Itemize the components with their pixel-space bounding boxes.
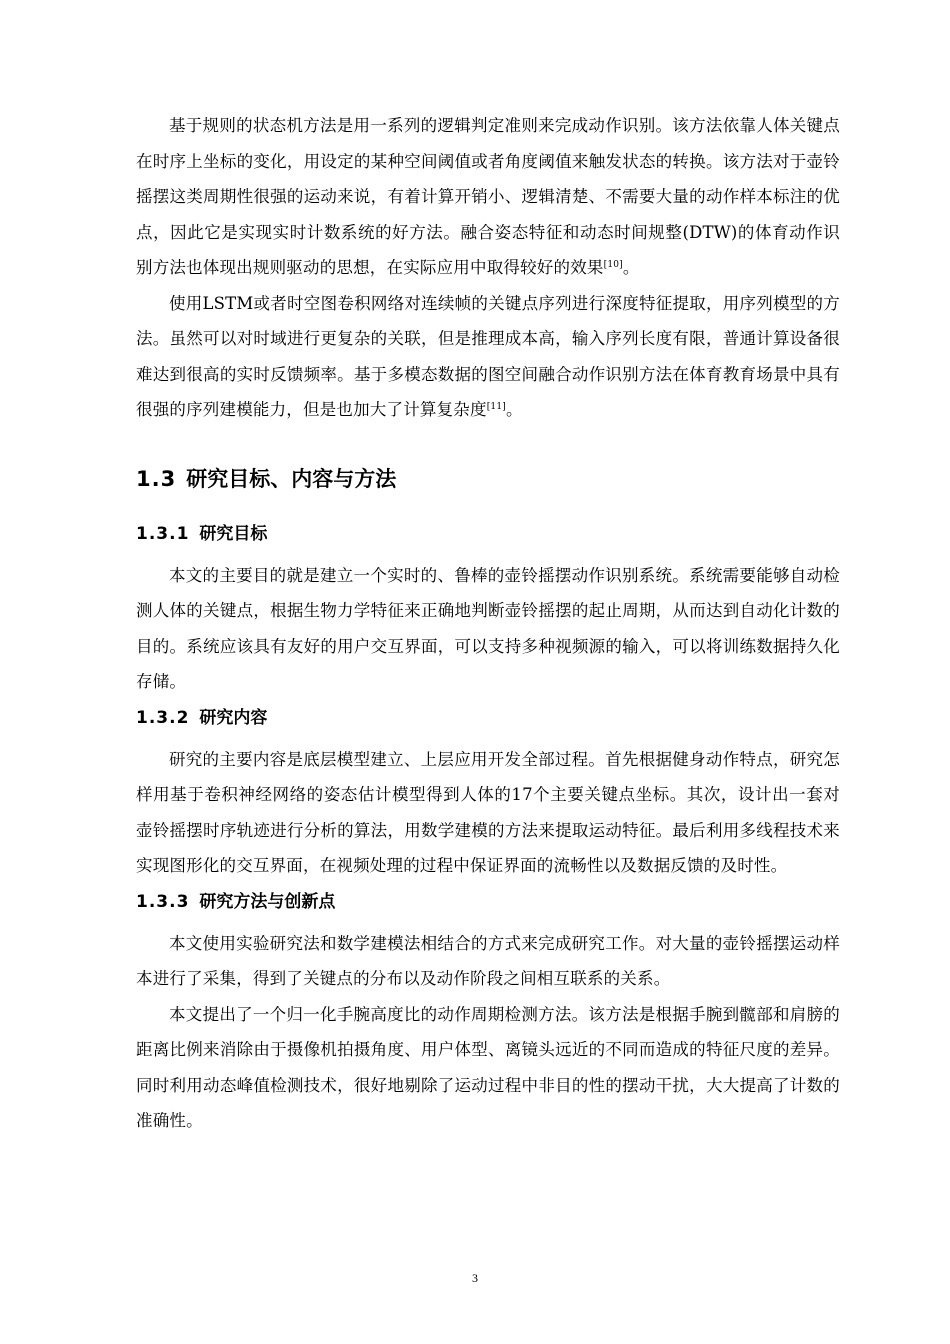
subsection-heading-goal — [136, 516, 840, 552]
page-number: 3 — [472, 1271, 478, 1285]
subsection-title: 研究目标 — [199, 523, 268, 544]
paragraph-state-machine — [136, 108, 840, 286]
subsection-number: 1.3.3 — [136, 891, 190, 912]
paragraph-text: 使用LSTM或者时空图卷积网络对连续帧的关键点序列进行深度特征提取，用序列模型的方法。虽然可以对时域进行更复杂的关联，但是推理成本高，输入序列长度有限，普通计算设备很难达到很高的实时反馈频率。基于多模态数据的图空间融合动作识别方法在体育教育场景中具有很强的序列建模能力，但是也加大了计算复杂度 — [136, 293, 840, 419]
page-body — [136, 108, 840, 1139]
paragraph-content: 研究的主要内容是底层模型建立、上层应用开发全部过程。首先根据健身动作特点，研究怎样用基于卷积神经网络的姿态估计模型得到人体的17个主要关键点坐标。其次，设计出一套对壶铃摇摆时序轨迹进行分析的算法，用数学建模的方法来提取运动特征。最后利用多线程技术来实现图形化的交互界面，在视频处理的过程中保证界面的流畅性以及数据反馈的及时性。 — [136, 749, 840, 875]
subsection-heading-method — [136, 884, 840, 920]
paragraph-goal: 本文的主要目的就是建立一个实时的、鲁棒的壶铃摇摆动作识别系统。系统需要能够自动检测人体的关键点，根据生物力学特征来正确地判断壶铃摇摆的起止周期，从而达到自动化计数的目的。系统应该具有友好的用户交互界面，可以支持多种视频源的输入，可以将训练数据持久化存储。 — [136, 565, 840, 691]
paragraph-method-1: 本文使用实验研究法和数学建模法相结合的方式来完成研究工作。对大量的壶铃摇摆运动样本进行了采集，得到了关键点的分布以及动作阶段之间相互联系的关系。 — [136, 933, 840, 988]
citation-ref: [11] — [486, 402, 506, 412]
paragraph-tail: 。 — [505, 400, 523, 419]
subsection-heading-content — [136, 700, 840, 736]
paragraph-tail: 。 — [622, 258, 640, 277]
paragraph-method-2: 本文提出了一个归一化手腕高度比的动作周期检测方法。该方法是根据手腕到髋部和肩膀的距离比例来消除由于摄像机拍摄角度、用户体型、离镜头远近的不同而造成的特征尺度的差异。同时利用动态峰值检测技术，很好地剔除了运动过程中非目的性的摆动干扰，大大提高了计数的准确性。 — [136, 1004, 840, 1130]
subsection-title: 研究内容 — [199, 707, 268, 728]
section-title: 研究目标、内容与方法 — [186, 466, 397, 491]
section-heading — [136, 452, 840, 506]
subsection-number: 1.3.1 — [136, 523, 190, 544]
subsection-number: 1.3.2 — [136, 707, 190, 728]
subsection-title: 研究方法与创新点 — [199, 891, 336, 912]
paragraph-lstm — [136, 286, 840, 428]
paragraph-text: 基于规则的状态机方法是用一系列的逻辑判定准则来完成动作识别。该方法依靠人体关键点在时序上坐标的变化，用设定的某种空间阈值或者角度阈值来触发状态的转换。该方法对于壶铃摇摆这类周期性很强的运动来说，有着计算开销小、逻辑清楚、不需要大量的动作样本标注的优点，因此它是实现实时计数系统的好方法。融合姿态特征和动态时间规整(DTW)的体育动作识别方法也体现出规则驱动的思想，在实际应用中取得较好的效果 — [136, 116, 840, 277]
citation-ref: [10] — [603, 260, 623, 270]
section-number: 1.3 — [136, 466, 177, 491]
